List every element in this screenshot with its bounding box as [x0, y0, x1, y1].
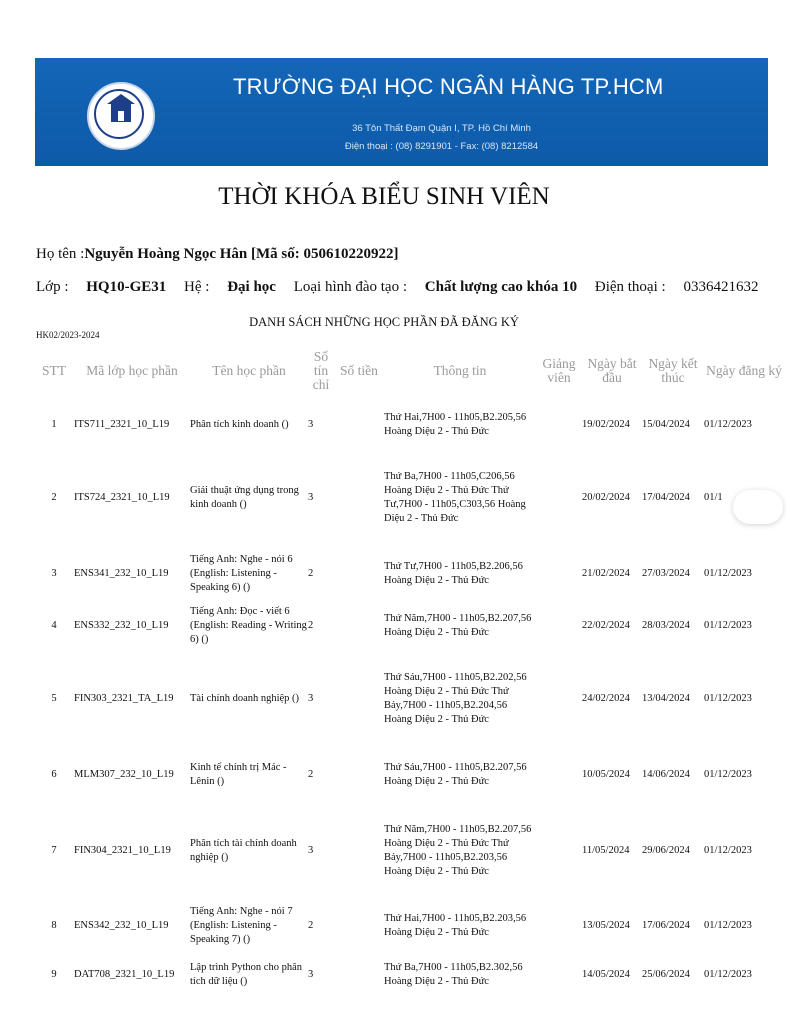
row-fee	[334, 651, 384, 747]
col-start: Ngày bắt đầu	[587, 356, 637, 385]
row-start: 21/02/2024	[582, 567, 630, 579]
system-label: Hệ :	[184, 279, 210, 295]
row-credits: 3	[308, 419, 314, 430]
row-info: Thứ Tư,7H00 - 11h05,B2.206,56 Hoàng Diệu 2 - Thủ Đức	[384, 560, 523, 586]
row-credits: 3	[308, 492, 314, 503]
row-info: Thứ Sáu,7H00 - 11h05,B2.202,56 Hoàng Diệu 2 - Thủ Đức Thứ Bảy,7H00 - 11h05,B2.204,56 Hoàng Diệu 2 - Thủ Đức	[384, 672, 527, 725]
scroll-handle[interactable]	[733, 490, 783, 524]
row-name: Tiếng Anh: Nghe - nói 6 (English: Listening - Speaking 6) ()	[190, 553, 293, 593]
col-stt: STT	[41, 363, 66, 378]
row-start: 20/02/2024	[582, 492, 630, 503]
row-end: 28/03/2024	[642, 620, 690, 631]
row-fee	[334, 747, 384, 802]
school-address: 36 Tôn Thất Đạm Quận I, TP. Hồ Chí Minh	[352, 123, 531, 134]
row-end: 17/06/2024	[642, 920, 690, 931]
row-stt: 4	[51, 620, 57, 631]
name-label: Họ tên :	[36, 246, 85, 262]
table-row	[34, 651, 784, 747]
table-row	[34, 601, 784, 651]
school-contact: Điện thoại : (08) 8291901 - Fax: (08) 8212584	[344, 141, 539, 152]
row-fee	[334, 601, 384, 651]
row-info: Thứ Sáu,7H00 - 11h05,B2.207,56 Hoàng Diệu 2 - Thủ Đức	[384, 761, 527, 787]
row-info: Thứ Năm,7H00 - 11h05,B2.207,56 Hoàng Diệu 2 - Thủ Đức Thứ Bảy,7H00 - 11h05,B2.203,56 Hoàng Diệu 2 - Thủ Đức	[384, 823, 532, 877]
class-label: Lớp :	[36, 279, 69, 295]
student-name-line	[36, 246, 399, 263]
row-stt: 9	[51, 969, 57, 980]
row-credits: 3	[308, 969, 314, 980]
table-row	[34, 899, 784, 953]
row-code: ENS332_232_10_L19	[74, 620, 169, 631]
row-code: ITS724_2321_10_L19	[74, 492, 170, 503]
training-value: Chất lượng cao khóa 10	[424, 279, 578, 295]
row-fee	[334, 450, 384, 546]
row-credits: 3	[308, 844, 314, 856]
row-code: FIN303_2321_TA_L19	[74, 693, 174, 704]
row-lecturer	[536, 899, 582, 953]
col-credits: Số tín chỉ	[312, 349, 330, 392]
row-stt: 2	[51, 492, 57, 503]
row-start: 22/02/2024	[582, 620, 630, 631]
row-reg: 01/12/2023	[704, 920, 752, 931]
table-row	[34, 747, 784, 802]
row-name: Tiếng Anh: Nghe - nói 7 (English: Listening - Speaking 7) ()	[190, 906, 293, 945]
row-reg: 01/1	[704, 492, 723, 503]
row-end: 17/04/2024	[642, 492, 690, 503]
student-info-line	[36, 279, 786, 296]
row-info: Thứ Năm,7H00 - 11h05,B2.207,56 Hoàng Diệu 2 - Thủ Đức	[384, 613, 532, 638]
row-start: 19/02/2024	[582, 419, 630, 430]
course-table	[34, 342, 784, 997]
col-info: Thông tin	[433, 363, 487, 378]
row-start: 13/05/2024	[582, 920, 630, 931]
student-name: Nguyễn Hoàng Ngọc Hân [Mã số: 050610220922]	[84, 246, 399, 262]
row-name: Tài chính doanh nghiệp ()	[190, 693, 300, 704]
col-code: Mã lớp học phần	[86, 363, 178, 378]
class-value: HQ10-GE31	[86, 279, 167, 295]
row-stt: 6	[51, 768, 57, 780]
row-name: Phân tích kinh doanh ()	[190, 419, 289, 430]
row-lecturer	[536, 651, 582, 747]
table-header	[34, 342, 784, 400]
table-row	[34, 450, 784, 546]
row-stt: 5	[51, 693, 57, 704]
row-lecturer	[536, 400, 582, 450]
row-end: 14/06/2024	[642, 768, 690, 780]
school-name: TRƯỜNG ĐẠI HỌC NGÂN HÀNG TP.HCM	[233, 74, 664, 99]
row-info: Thứ Ba,7H00 - 11h05,C206,56 Hoàng Diệu 2 - Thủ Đức Thứ Tư,7H00 - 11h05,C303,56 Hoàng Diệu 2 - Thủ Đức	[384, 471, 526, 524]
semester-label: HK02/2023-2024	[36, 330, 100, 340]
row-start: 10/05/2024	[582, 768, 630, 780]
row-info: Thứ Ba,7H00 - 11h05,B2.302,56 Hoàng Diệu 2 - Thủ Đức	[384, 962, 523, 987]
row-lecturer	[536, 601, 582, 651]
row-credits: 3	[308, 693, 314, 704]
row-reg: 01/12/2023	[704, 419, 752, 430]
row-name: Tiếng Anh: Đọc - viết 6 (English: Reading - Writing 6) ()	[190, 606, 307, 645]
row-start: 11/05/2024	[582, 844, 630, 856]
row-code: ENS341_232_10_L19	[74, 567, 169, 579]
row-lecturer	[536, 802, 582, 899]
training-label: Loại hình đào tạo :	[293, 279, 408, 295]
row-fee	[334, 899, 384, 953]
row-stt: 8	[51, 920, 57, 931]
list-title: DANH SÁCH NHỮNG HỌC PHẦN ĐÃ ĐĂNG KÝ	[249, 315, 519, 329]
table-row	[34, 400, 784, 450]
row-fee	[334, 546, 384, 601]
row-credits: 2	[308, 768, 314, 780]
row-code: DAT708_2321_10_L19	[74, 969, 175, 980]
page-title: THỜI KHÓA BIỂU SINH VIÊN	[218, 183, 550, 210]
row-fee	[334, 953, 384, 997]
row-end: 25/06/2024	[642, 969, 690, 980]
col-name: Tên học phần	[212, 363, 286, 378]
row-fee	[334, 400, 384, 450]
row-code: ENS342_232_10_L19	[74, 920, 169, 931]
row-reg: 01/12/2023	[704, 969, 752, 980]
row-start: 24/02/2024	[582, 693, 630, 704]
table-row	[34, 802, 784, 899]
row-fee	[334, 802, 384, 899]
row-name: Kinh tế chính trị Mác - Lênin ()	[190, 761, 287, 787]
row-end: 27/03/2024	[642, 567, 690, 579]
row-start: 14/05/2024	[582, 969, 630, 980]
row-lecturer	[536, 546, 582, 601]
row-stt: 1	[51, 419, 57, 430]
row-lecturer	[536, 953, 582, 997]
row-code: MLM307_232_10_L19	[74, 768, 174, 780]
row-reg: 01/12/2023	[704, 768, 752, 780]
row-end: 13/04/2024	[642, 693, 690, 704]
phone-label: Điện thoại :	[594, 279, 666, 295]
row-credits: 2	[308, 567, 314, 579]
row-credits: 2	[308, 620, 314, 631]
row-reg: 01/12/2023	[704, 620, 752, 631]
system-value: Đại học	[227, 279, 276, 295]
row-credits: 2	[308, 920, 314, 931]
row-name: Phân tích tài chính doanh nghiệp ()	[190, 837, 297, 863]
row-code: FIN304_2321_10_L19	[74, 844, 171, 856]
row-stt: 7	[51, 844, 57, 856]
row-reg: 01/12/2023	[704, 844, 752, 856]
row-lecturer	[536, 450, 582, 546]
school-logo	[87, 82, 155, 150]
phone-value: 0336421632	[683, 279, 759, 295]
col-reg: Ngày đăng ký	[706, 363, 782, 378]
row-name: Lập trình Python cho phân tích dữ liệu ()	[190, 962, 302, 987]
school-banner	[35, 58, 768, 166]
row-reg: 01/12/2023	[704, 567, 752, 579]
row-end: 29/06/2024	[642, 844, 690, 856]
col-fee: Số tiền	[340, 363, 378, 378]
row-name: Giải thuật ứng dụng trong kinh doanh ()	[190, 485, 299, 510]
col-lecturer: Giảng viên	[542, 356, 576, 385]
row-reg: 01/12/2023	[704, 693, 752, 704]
row-info: Thứ Hai,7H00 - 11h05,B2.203,56 Hoàng Diệu 2 - Thủ Đức	[384, 913, 527, 938]
row-info: Thứ Hai,7H00 - 11h05,B2.205,56 Hoàng Diệu 2 - Thủ Đức	[384, 412, 527, 437]
table-row	[34, 546, 784, 601]
row-code: ITS711_2321_10_L19	[74, 419, 170, 430]
row-end: 15/04/2024	[642, 419, 690, 430]
table-row	[34, 953, 784, 997]
row-lecturer	[536, 747, 582, 802]
row-stt: 3	[51, 567, 57, 579]
col-end: Ngày kết thúc	[648, 356, 698, 385]
